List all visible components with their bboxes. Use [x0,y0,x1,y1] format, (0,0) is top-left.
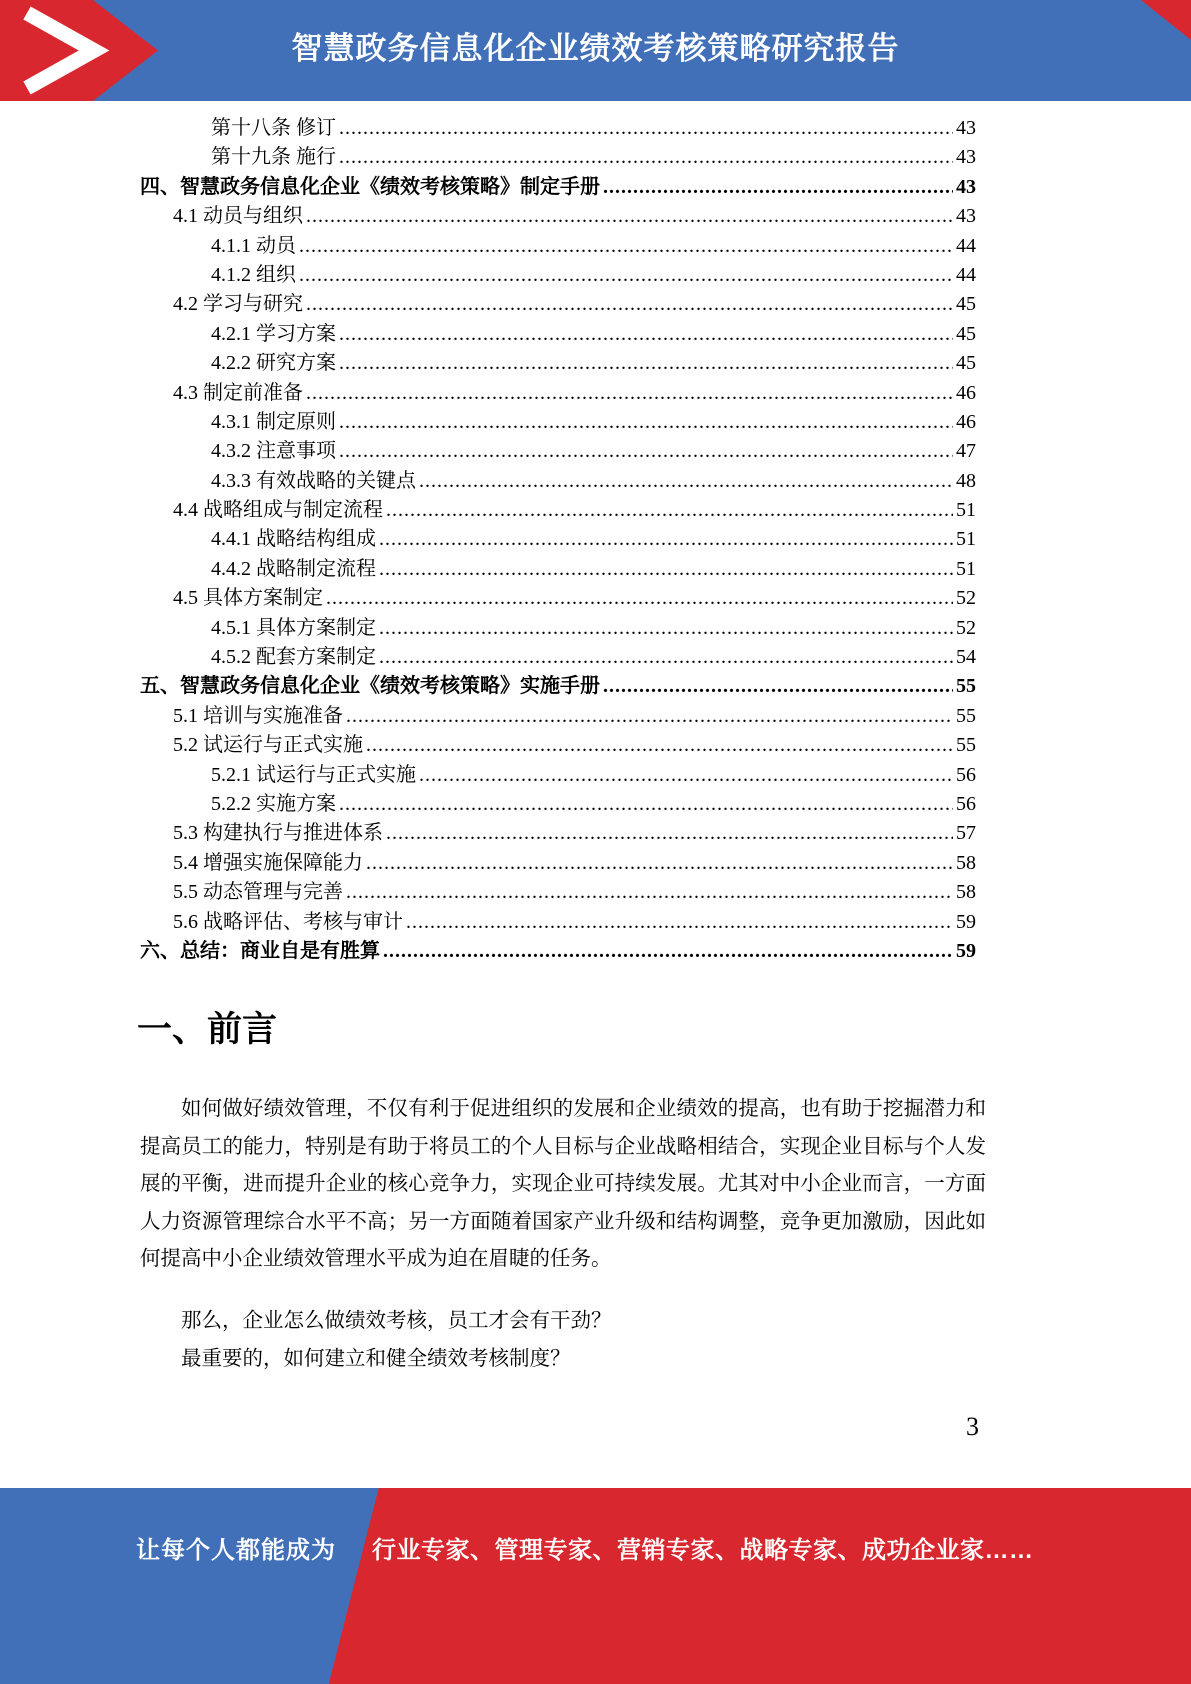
toc-dot-leader [306,379,953,408]
toc-entry-label: 4.1.1 动员 [211,234,296,257]
toc-entry-page: 43 [956,146,976,169]
toc-dot-leader [386,819,953,848]
toc-entry-page: 47 [956,440,976,463]
toc-entry[interactable] [140,114,976,143]
toc-entry-label: 5.4 增强实施保障能力 [173,851,363,874]
toc-entry-label: 5.2.1 试运行与正式实施 [211,763,416,786]
toc-entry-label: 五、智慧政务信息化企业《绩效考核策略》实施手册 [140,675,600,698]
toc-entry-page: 57 [956,822,976,845]
toc-dot-leader [339,114,953,143]
toc-dot-leader [306,202,953,231]
toc-entry-page: 43 [956,205,976,228]
toc-dot-leader [299,261,953,290]
footer-slogan-left: 让每个人都能成为 [136,1537,336,1564]
toc-entry[interactable] [140,408,976,437]
footer-red-band [0,1488,1191,1684]
toc-entry-label: 4.3.3 有效战略的关键点 [211,469,416,492]
toc-entry[interactable] [140,702,976,731]
toc-dot-leader [603,173,953,202]
toc-entry-page: 43 [956,117,976,139]
toc-entry-page: 48 [956,469,976,492]
toc-dot-leader [379,525,953,554]
toc-entry[interactable] [140,672,976,701]
toc-entry-page: 43 [956,175,976,198]
toc-entry-page: 55 [956,704,976,727]
toc-entry-label: 4.4 战略组成与制定流程 [173,499,383,522]
toc-dot-leader [386,496,953,525]
toc-entry-page: 51 [956,528,976,551]
toc-entry[interactable] [140,173,976,202]
toc-entry[interactable] [140,908,976,937]
question-line-2: 最重要的，如何建立和健全绩效考核制度？ [181,1348,571,1370]
footer-slogan-right: 行业专家、管理专家、营销专家、战略专家、成功企业家…… [372,1537,1034,1564]
toc-entry[interactable] [140,614,976,643]
toc-entry-page: 51 [956,557,976,580]
toc-entry[interactable] [140,467,976,496]
toc-dot-leader [346,878,953,907]
toc-dot-leader [406,908,953,937]
toc-entry-page: 58 [956,881,976,904]
toc-dot-leader [419,761,953,790]
toc-entry-label: 5.3 构建执行与推进体系 [173,822,383,845]
toc-entry-label: 第十九条 施行 [211,146,336,169]
toc-dot-leader [366,849,953,878]
intro-paragraph: 如何做好绩效管理，不仅有利于促进组织的发展和企业绩效的提高，也有助于挖掘潜力和提高员工的能力，特别是有助于将员工的个人目标与企业战略相结合，实现企业目标与个人发展的平衡，进而提升企业的核心竞争力，实现企业可持续发展。尤其对中小企业而言，一方面人力资源管理综合水平不高；另一方面随着国家产业升级和结构调整，竞争更加激励，因此如何提高中小企业绩效管理水平成为迫在眉睫的任务。 [140,1098,986,1270]
toc-entry-page: 55 [956,734,976,757]
page-number: 3 [966,1412,979,1441]
toc-dot-leader [339,790,953,819]
question-line-1: 那么，企业怎么做绩效考核，员工才会有干劲？ [181,1310,612,1332]
toc-entry[interactable] [140,878,976,907]
toc-dot-leader [419,467,953,496]
toc-entry-label: 4.1 动员与组织 [173,205,303,228]
toc-entry-label: 4.4.2 战略制定流程 [211,557,376,580]
toc-entry-page: 45 [956,352,976,375]
toc-entry-page: 45 [956,322,976,345]
toc-entry-page: 52 [956,587,976,610]
toc-dot-leader [299,232,953,261]
toc-dot-leader [379,643,953,672]
toc-entry[interactable] [140,819,976,848]
toc-dot-leader [339,437,953,466]
toc-entry[interactable] [140,790,976,819]
toc-entry-page: 59 [956,939,976,962]
toc-entry-label: 四、智慧政务信息化企业《绩效考核策略》制定手册 [140,175,600,198]
toc-entry[interactable] [140,437,976,466]
section-heading: 一、前言 [137,1010,278,1049]
toc-entry[interactable] [140,849,976,878]
toc-entry-page: 56 [956,763,976,786]
toc-entry[interactable] [140,937,976,966]
toc-entry-page: 46 [956,410,976,433]
toc-entry-page: 44 [956,234,976,257]
toc-entry-page: 58 [956,851,976,874]
toc-entry-label: 4.1.2 组织 [211,263,296,286]
toc-dot-leader [383,937,953,966]
toc-entry[interactable] [140,202,976,231]
toc-entry[interactable] [140,349,976,378]
toc-dot-leader [339,320,953,349]
toc-dot-leader [379,614,953,643]
toc-entry-page: 56 [956,792,976,815]
toc-dot-leader [339,349,953,378]
toc-entry-page: 55 [956,675,976,698]
toc-entry-page: 52 [956,616,976,639]
toc-entry-label: 六、总结：商业自是有胜算 [140,939,380,962]
toc-entry-label: 4.4.1 战略结构组成 [211,528,376,551]
toc-entry[interactable] [140,555,976,584]
toc-entry-label: 4.5 具体方案制定 [173,587,323,610]
toc-dot-leader [339,143,953,172]
toc-entry-page: 54 [956,646,976,669]
toc-entry-page: 59 [956,910,976,933]
toc-entry-label: 5.1 培训与实施准备 [173,704,343,727]
toc-entry-label: 4.3 制定前准备 [173,381,303,404]
toc-dot-leader [326,584,953,613]
toc-entry-page: 51 [956,499,976,522]
toc-entry[interactable] [140,584,976,613]
toc-entry[interactable] [140,761,976,790]
toc-dot-leader [339,408,953,437]
toc-dot-leader [379,555,953,584]
toc-entry[interactable] [140,379,976,408]
toc-dot-leader [603,672,953,701]
toc-dot-leader [306,290,953,319]
toc-entry-page: 44 [956,263,976,286]
report-title: 智慧政务信息化企业绩效考核策略研究报告 [291,31,900,66]
toc-entry[interactable] [140,525,976,554]
toc-entry[interactable] [140,232,976,261]
toc-entry-page: 46 [956,381,976,404]
page-footer [0,1488,1191,1684]
toc-entry-label: 4.2.1 学习方案 [211,322,336,345]
page-header [0,0,1191,101]
toc-entry[interactable] [140,731,976,760]
toc-entry-page: 45 [956,293,976,316]
toc-entry[interactable] [140,143,976,172]
toc-entry-label: 5.5 动态管理与完善 [173,881,343,904]
toc-entry-label: 第十八条 修订 [211,117,336,139]
toc-entry[interactable] [140,320,976,349]
toc-entry-label: 4.2 学习与研究 [173,293,303,316]
toc-entry-label: 4.3.1 制定原则 [211,410,336,433]
toc-dot-leader [366,731,953,760]
table-of-contents [140,114,976,966]
toc-entry[interactable] [140,261,976,290]
toc-entry-label: 5.2 试运行与正式实施 [173,734,363,757]
toc-entry-label: 4.5.1 具体方案制定 [211,616,376,639]
toc-entry-label: 4.2.2 研究方案 [211,352,336,375]
toc-entry-label: 4.5.2 配套方案制定 [211,646,376,669]
toc-entry-label: 5.6 战略评估、考核与审计 [173,910,403,933]
toc-entry-label: 4.3.2 注意事项 [211,440,336,463]
toc-entry[interactable] [140,290,976,319]
toc-dot-leader [346,702,953,731]
toc-entry-label: 5.2.2 实施方案 [211,792,336,815]
toc-entry[interactable] [140,496,976,525]
toc-entry[interactable] [140,643,976,672]
